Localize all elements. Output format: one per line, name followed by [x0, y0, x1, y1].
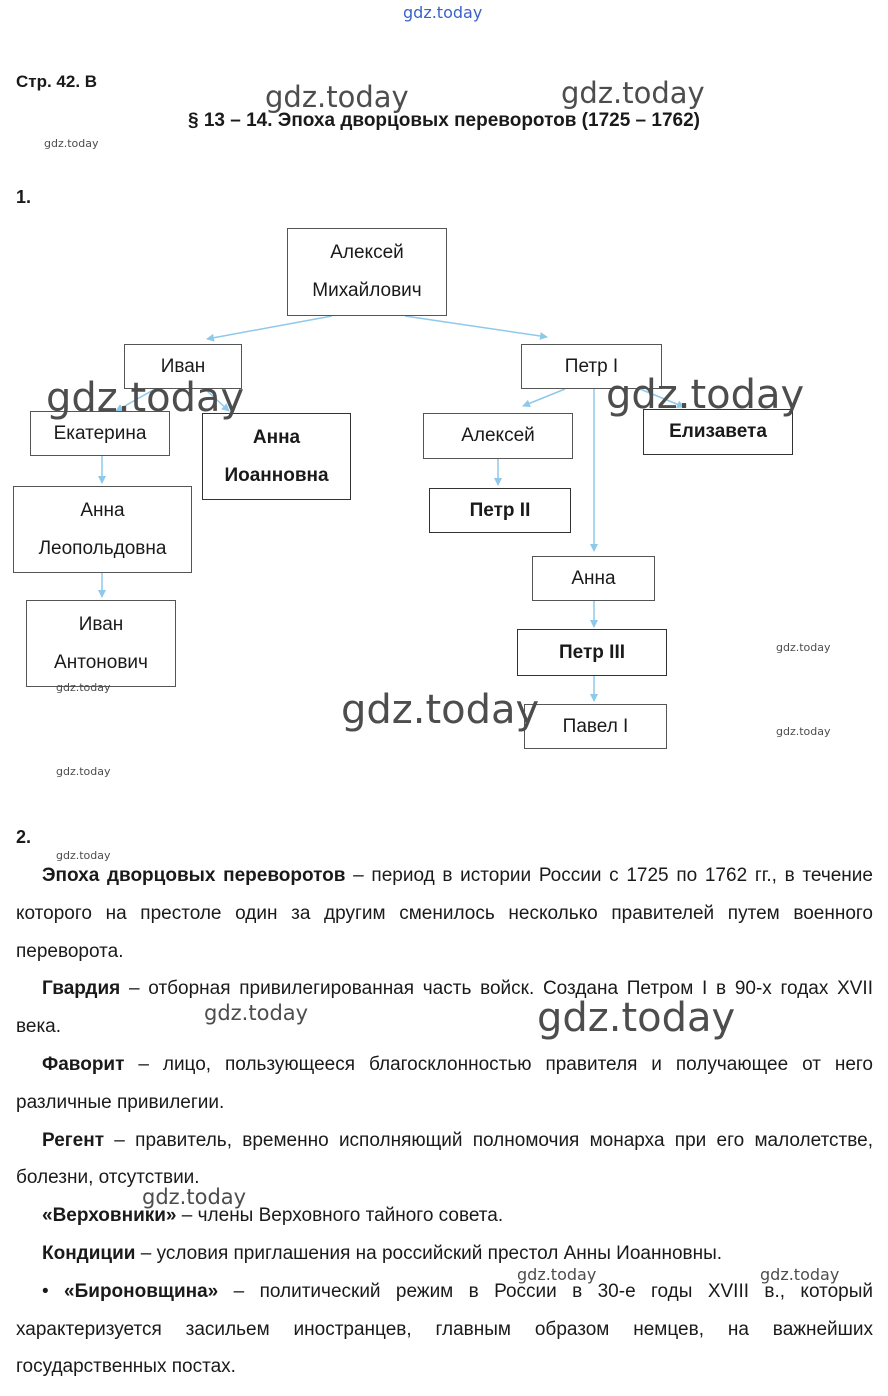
task-1-number: 1. [16, 187, 32, 207]
definition-item: Гвардия – отборная привилегированная часть войск. Создана Петром I в 90-х годах XVII века. [16, 978, 873, 1038]
watermark: gdz.today [265, 80, 409, 114]
watermark: gdz.today [561, 76, 705, 110]
watermark: gdz.today [56, 681, 111, 694]
section-title: § 13 – 14. Эпоха дворцовых переворотов (1725 – 1762) [188, 110, 700, 131]
node-petr-2: Петр II [429, 488, 571, 533]
node-anna-ioannovna: Анна Иоанновна [202, 413, 351, 500]
watermark: gdz.today [56, 765, 111, 778]
node-petr-3: Петр III [517, 629, 667, 676]
node-aleksey: Алексей [423, 413, 573, 459]
watermark: gdz.today [537, 995, 736, 1041]
watermark: gdz.today [776, 641, 831, 654]
watermark: gdz.today [606, 372, 805, 418]
watermark: gdz.today [142, 1185, 247, 1209]
definition-item: Фаворит – лицо, пользующееся благосклонностью правителя и получающее от него различные привилегии. [16, 1053, 873, 1113]
watermark: gdz.today [760, 1265, 840, 1284]
page-label: Стр. 42. В [16, 72, 98, 91]
definition-item: «Верховники» – члены Верховного тайного совета. [42, 1205, 504, 1227]
node-ivan: Иван [124, 344, 242, 389]
watermark: gdz.today [56, 849, 111, 862]
watermark: gdz.today [204, 1001, 309, 1025]
watermark-top: gdz.today [403, 3, 483, 22]
arrow-am-petr1 [405, 316, 547, 337]
watermark: gdz.today [341, 687, 540, 733]
node-ivan-antonovich: Иван Антонович [26, 600, 176, 687]
watermark: gdz.today [776, 725, 831, 738]
definition-item: • «Бироновщина» – политический режим в России в 30-е годы XVIII в., который характеризуется засильем иностранцев, главным образом немцев, на важнейших государственных постах. [16, 1280, 873, 1378]
watermark: gdz.today [44, 137, 99, 150]
node-aleksey-mikhailovich: Алексей Михайлович [287, 228, 447, 316]
node-elizaveta: Елизавета [643, 409, 793, 455]
arrow-petr1-aleksey [523, 389, 565, 406]
node-pavel-1: Павел I [524, 704, 667, 749]
node-anna: Анна [532, 556, 655, 601]
definitions [16, 857, 873, 1386]
definition-item: Эпоха дворцовых переворотов – период в истории России с 1725 по 1762 гг., в течение которого на престоле один за другим сменилось несколько правителей путем военного переворота. [16, 865, 873, 962]
definition-item: Кондиции – условия приглашения на российский престол Анны Иоанновны. [42, 1242, 723, 1264]
watermark: gdz.today [517, 1265, 597, 1284]
task-2-number: 2. [16, 827, 32, 847]
node-ekaterina: Екатерина [30, 411, 170, 456]
node-anna-leopoldovna: Анна Леопольдовна [13, 486, 192, 573]
watermark: gdz.today [46, 375, 245, 421]
node-petr-1: Петр I [521, 344, 662, 389]
arrow-am-ivan [207, 316, 332, 339]
definition-item: Регент – правитель, временно исполняющий полномочия монарха при его малолетстве, болезни, отсутствии. [16, 1129, 873, 1189]
